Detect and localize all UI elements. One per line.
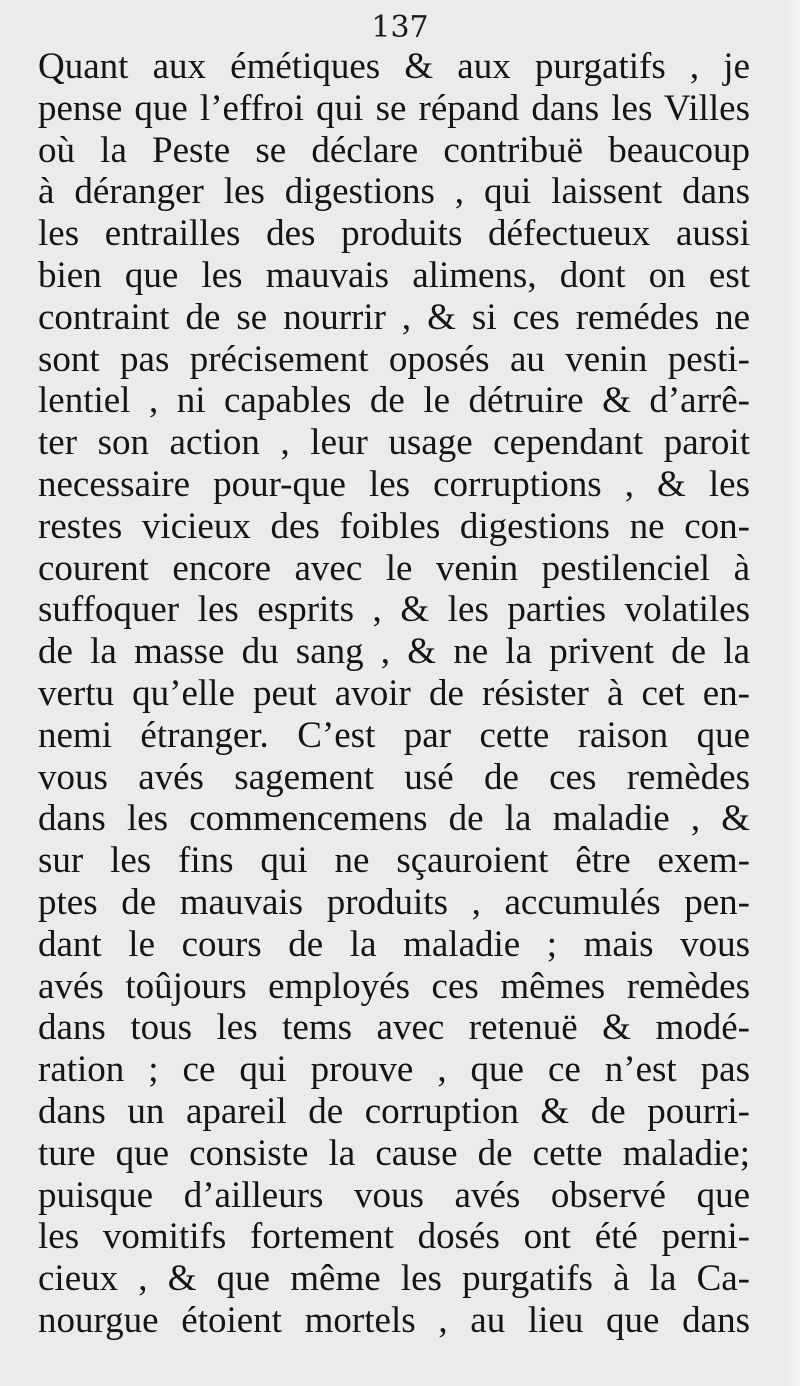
text-line: necessaire pour-que les corruptions , & les [38, 463, 750, 505]
text-line: bien que les mauvais alimens, dont on est [38, 254, 750, 296]
text-line: les entrailles des produits défectueux aussi [38, 213, 750, 255]
text-line: sur les fins qui ne sçauroient être exem- [38, 840, 750, 882]
text-line: pense que l’effroi qui se répand dans les Villes [38, 87, 750, 129]
text-line: de la masse du sang , & ne la privent de la [38, 631, 750, 673]
text-line: avés toûjours employés ces mêmes remèdes [38, 965, 750, 1007]
text-line: nemi étranger. C’est par cette raison que [38, 714, 750, 756]
text-line: vous avés sagement usé de ces remèdes [38, 756, 750, 798]
text-line: restes vicieux des foibles digestions ne con- [38, 505, 750, 547]
text-line: courent encore avec le venin pestilenciel à [38, 547, 750, 589]
text-line: suffoquer les esprits , & les parties volatiles [38, 589, 750, 631]
body-text [38, 46, 750, 1342]
text-line: où la Peste se déclare contribuë beaucoup [38, 129, 750, 171]
text-line: dant le cours de la maladie ; mais vous [38, 923, 750, 965]
text-line: à déranger les digestions , qui laissent dans [38, 171, 750, 213]
text-line: Quant aux émétiques & aux purgatifs , je [38, 46, 750, 87]
text-line: lentiel , ni capables de le détruire & d’arrê- [38, 380, 750, 422]
text-line: dans tous les tems avec retenuë & modé- [38, 1007, 750, 1049]
text-line: puisque d’ailleurs vous avés observé que [38, 1174, 750, 1216]
text-line: ter son action , leur usage cependant paroit [38, 422, 750, 464]
text-line: ration ; ce qui prouve , que ce n’est pas [38, 1049, 750, 1091]
text-line: contraint de se nourrir , & si ces remédes ne [38, 296, 750, 338]
text-line: dans un apareil de corruption & de pourri- [38, 1090, 750, 1132]
text-line: sont pas précisement oposés au venin pesti- [38, 338, 750, 380]
text-line: ptes de mauvais produits , accumulés pen- [38, 881, 750, 923]
page-edge [786, 0, 800, 1386]
page-number: 137 [371, 10, 429, 45]
text-line: nourgue étoient mortels , au lieu que dans [38, 1299, 750, 1341]
text-line: cieux , & que même les purgatifs à la Ca- [38, 1258, 750, 1300]
text-line: dans les commencemens de la maladie , & [38, 798, 750, 840]
text-line: ture que consiste la cause de cette maladie; [38, 1132, 750, 1174]
text-line: les vomitifs fortement dosés ont été perni- [38, 1216, 750, 1258]
text-line: vertu qu’elle peut avoir de résister à cet en- [38, 672, 750, 714]
